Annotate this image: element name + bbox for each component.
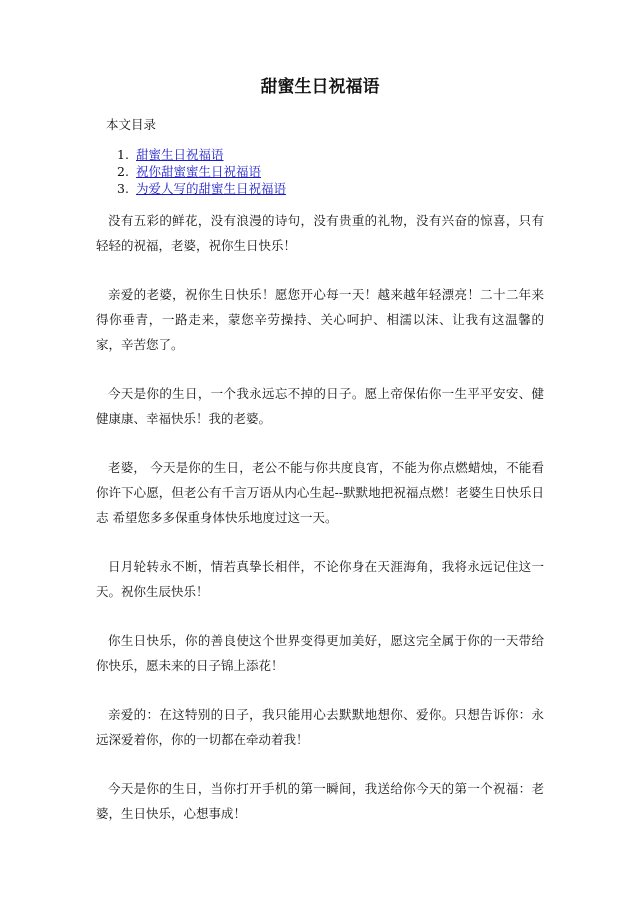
body-paragraph: 日月轮转永不断，情若真挚长相伴，不论你身在天涯海角，我将永远记住这一天。祝你生辰快乐！ <box>96 559 544 599</box>
document-body <box>96 208 544 850</box>
body-paragraph: 今天是你的生日，一个我永远忘不掉的日子。愿上帝保佑你一生平平安安、健健康康、幸福快乐！我的老婆。 <box>96 386 544 426</box>
body-paragraph: 亲爱的：在这特别的日子，我只能用心去默默地想你、爱你。只想告诉你：永远深爱着你，你的一切都在牵动着我！ <box>96 707 544 747</box>
body-paragraph: 你生日快乐，你的善良使这个世界变得更加美好，愿这完全属于你的一天带给你快乐，愿未来的日子锦上添花！ <box>96 633 544 673</box>
toc-item-number: 1. <box>117 147 129 162</box>
toc-heading: 本文目录 <box>106 117 157 132</box>
table-of-contents <box>117 146 286 197</box>
document-title: 甜蜜生日祝福语 <box>260 77 380 97</box>
toc-item-number: 3. <box>117 181 129 196</box>
body-paragraph: 今天是你的生日，当你打开手机的第一瞬间，我送给你今天的第一个祝福：老婆，生日快乐，心想事成！ <box>96 781 544 821</box>
toc-item <box>117 146 286 163</box>
toc-item <box>117 180 286 197</box>
body-paragraph: 亲爱的老婆，祝你生日快乐！愿您开心每一天！越来越年轻漂亮！二十二年来得你垂青，一路走来，蒙您辛劳操持、关心呵护、相濡以沫、让我有这温馨的家，辛苦您了。 <box>96 287 544 352</box>
toc-link-3[interactable]: 为爱人写的甜蜜生日祝福语 <box>136 181 287 196</box>
toc-item-number: 2. <box>117 164 129 179</box>
body-paragraph: 没有五彩的鲜花，没有浪漫的诗句，没有贵重的礼物，没有兴奋的惊喜，只有轻轻的祝福，老婆，祝你生日快乐！ <box>96 213 544 253</box>
toc-link-1[interactable]: 甜蜜生日祝福语 <box>136 147 224 162</box>
toc-link-2[interactable]: 祝你甜蜜蜜生日祝福语 <box>136 164 262 179</box>
toc-item <box>117 163 286 180</box>
body-paragraph: 老婆， 今天是你的生日，老公不能与你共度良宵，不能为你点燃蜡烛，不能看你许下心愿，但老公有千言万语从内心生起--默默地把祝福点燃！老婆生日快乐日志 希望您多多保重身体快乐地度过这一天。 <box>96 460 544 525</box>
